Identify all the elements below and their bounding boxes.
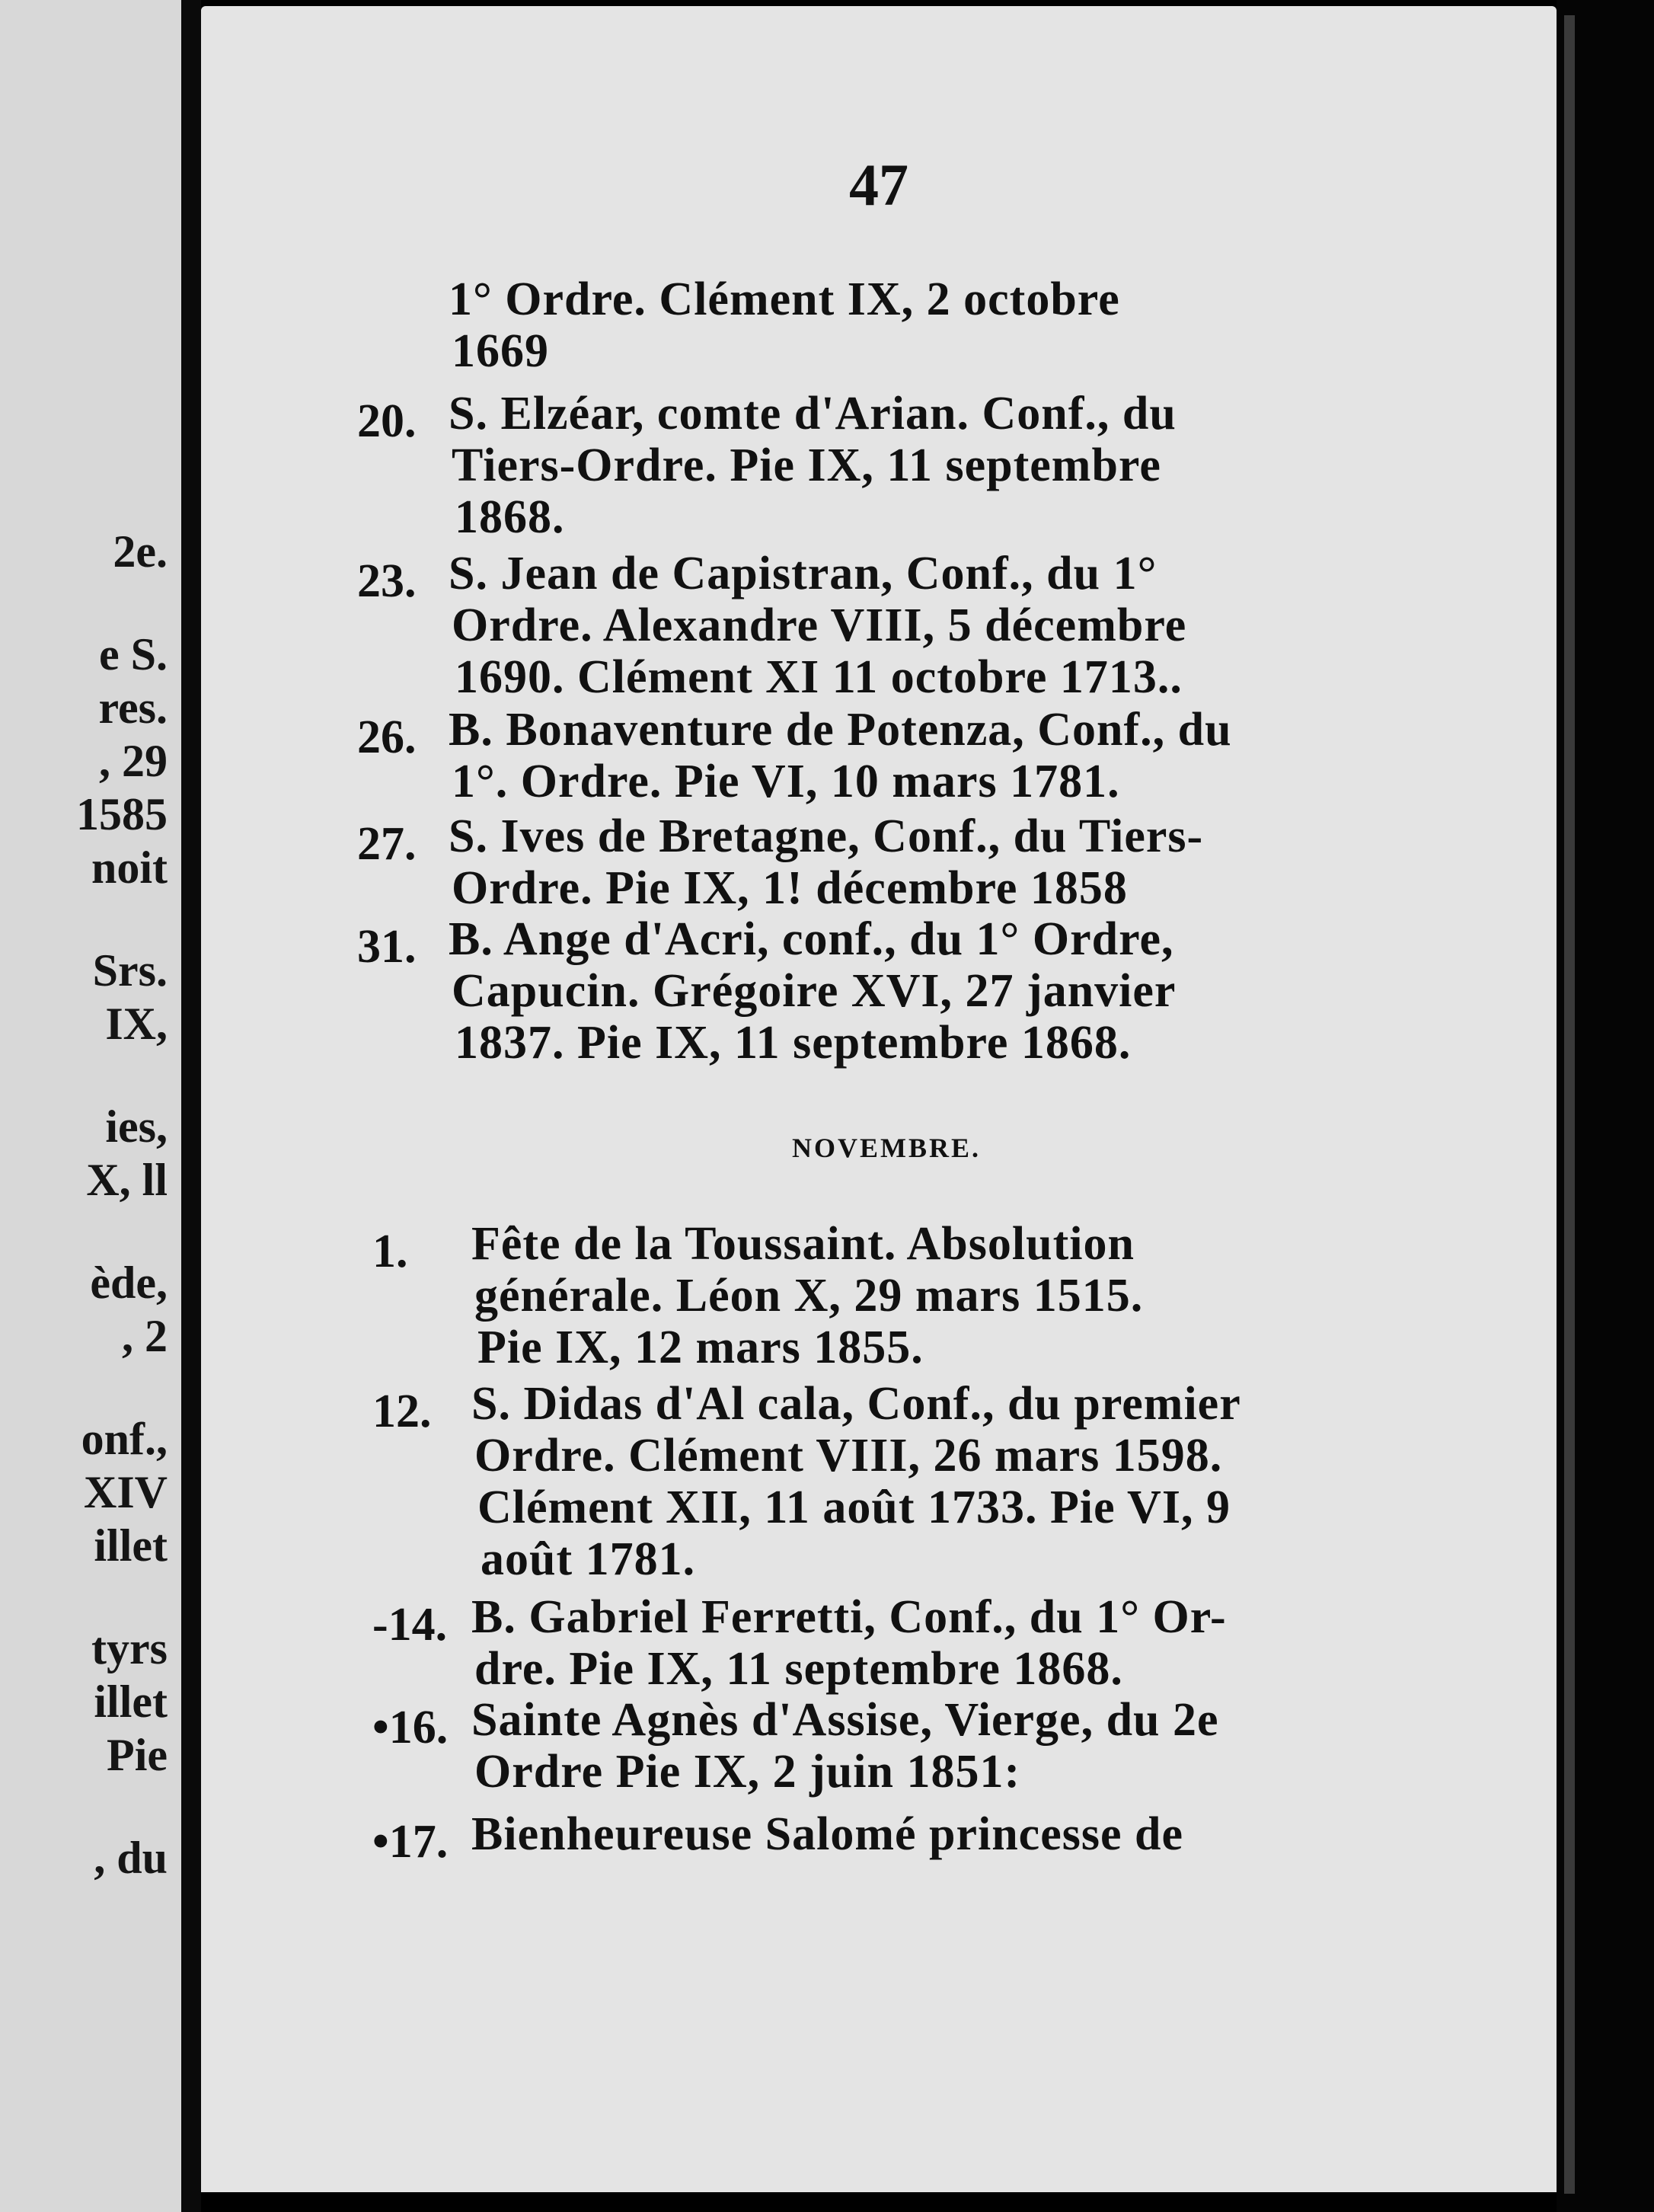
left-page-text-fragment: IX, [105, 999, 168, 1049]
left-page-text-fragment: , du [94, 1833, 168, 1883]
entry-number: 27. [357, 818, 417, 870]
page-number: 47 [849, 152, 908, 218]
entry-text-line: Fête de la Toussaint. Absolution [471, 1218, 1135, 1270]
left-page-text-fragment: XIV [83, 1467, 168, 1517]
entry-number: 26. [357, 711, 417, 763]
left-page-text-fragment: ède, [90, 1258, 168, 1308]
entry-text-line: Ordre Pie IX, 2 juin 1851: [474, 1746, 1021, 1798]
entry-number: •16. [372, 1702, 449, 1753]
left-page-text-fragment: illet [94, 1677, 168, 1727]
left-page-text-fragment: 2e. [113, 526, 168, 577]
left-page-text-fragment: Pie [107, 1730, 168, 1780]
entry-text-line: B. Bonaventure de Potenza, Conf., du [449, 704, 1232, 756]
entry-text-line: 1868. [455, 491, 565, 543]
entry-number: 1. [372, 1226, 408, 1277]
entry-number: 12. [372, 1386, 432, 1437]
left-page-text-fragment: 1585 [76, 789, 168, 839]
entry-text-line: août 1781. [481, 1533, 696, 1585]
entry-text-line: 1837. Pie IX, 11 septembre 1868. [455, 1017, 1132, 1069]
left-page-text-fragment: onf., [81, 1414, 168, 1464]
entry-number: -14. [372, 1599, 448, 1651]
book-page [201, 6, 1557, 2192]
entry-text-line: Pie IX, 12 mars 1855. [477, 1322, 924, 1373]
entry-text-line: B. Gabriel Ferretti, Conf., du 1° Or- [471, 1591, 1227, 1643]
entry-number: 23. [357, 555, 417, 607]
left-page-text-fragment: tyrs [91, 1623, 168, 1673]
book-gutter [181, 0, 201, 2212]
left-page-text-fragment: ies, [105, 1101, 168, 1152]
left-page-text-fragment: illet [94, 1520, 168, 1571]
entry-text-line: dre. Pie IX, 11 septembre 1868. [474, 1643, 1123, 1695]
left-page-fragment [0, 0, 181, 2212]
left-page-text-fragment: X, ll [86, 1155, 168, 1205]
entry-text-line: S. Ives de Bretagne, Conf., du Tiers- [449, 810, 1204, 862]
entry-text-line: Ordre. Clément VIII, 26 mars 1598. [474, 1430, 1223, 1482]
entry-text-line: S. Jean de Capistran, Conf., du 1° [449, 548, 1157, 599]
right-book-edge [1557, 0, 1654, 2212]
entry-text-line: B. Ange d'Acri, conf., du 1° Ordre, [449, 913, 1174, 965]
entry-text-line: Capucin. Grégoire XVI, 27 janvier [452, 965, 1177, 1017]
entry-text-line: Ordre. Pie IX, 1! décembre 1858 [452, 862, 1128, 914]
left-page-text-fragment: , 2 [122, 1311, 168, 1361]
entry-text-line: S. Elzéar, comte d'Arian. Conf., du [449, 388, 1177, 440]
left-page-text-fragment: Srs. [92, 945, 168, 996]
left-page-text-fragment: noit [91, 842, 168, 893]
entry-text-line: Ordre. Alexandre VIII, 5 décembre [452, 599, 1187, 651]
entry-text-line: 1° Ordre. Clément IX, 2 octobre [449, 273, 1120, 325]
section-title: NOVEMBRE. [791, 1133, 981, 1163]
entry-text-line: Tiers-Ordre. Pie IX, 11 septembre [452, 440, 1161, 491]
entry-text-line: générale. Léon X, 29 mars 1515. [474, 1270, 1144, 1322]
entry-text-line: Bienheureuse Salomé princesse de [471, 1808, 1183, 1860]
entry-text-line: 1690. Clément XI 11 octobre 1713.. [455, 651, 1183, 703]
entry-number: 31. [357, 921, 417, 973]
entry-number: •17. [372, 1816, 449, 1868]
entry-text-line: 1°. Ordre. Pie VI, 10 mars 1781. [452, 756, 1120, 807]
entry-number: 20. [357, 395, 417, 447]
entry-text-line: 1669 [452, 325, 549, 377]
left-page-text-fragment: e S. [99, 629, 168, 679]
left-page-text-fragment: res. [98, 682, 168, 733]
entry-text-line: Sainte Agnès d'Assise, Vierge, du 2e [471, 1694, 1219, 1746]
entry-text-line: Clément XII, 11 août 1733. Pie VI, 9 [477, 1482, 1231, 1533]
entry-text-line: S. Didas d'Al cala, Conf., du premier [471, 1378, 1241, 1430]
left-page-text-fragment: , 29 [99, 736, 168, 786]
